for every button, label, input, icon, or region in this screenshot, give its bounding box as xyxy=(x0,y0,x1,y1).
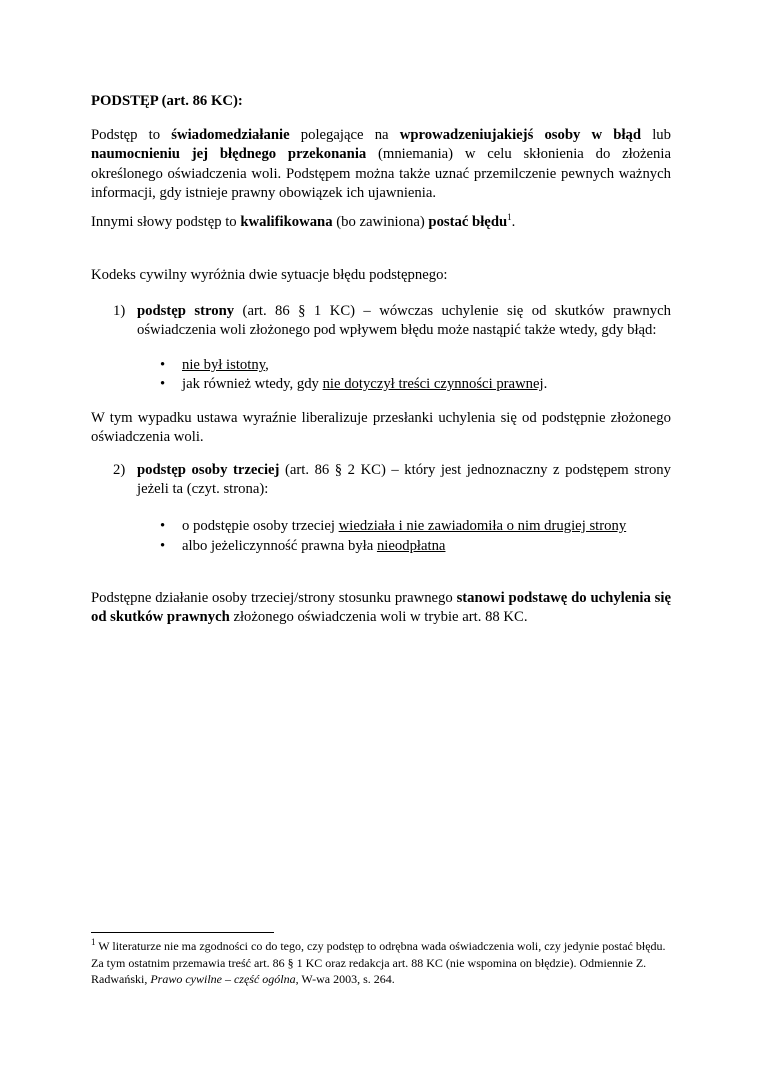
paragraph-definition: Podstęp to świadomedziałanie polegające na wprowadzeniujakiejś osoby w błąd lub naumocnieniu jej błędnego przekonania (mniemania) w celu skłonienia do złożenia określonego oświadczenia woli. Podstępem można także uznać przemilczenie pewnych ważnych informacji, gdy istnieje prawny obowiązek ich ujawnienia. xyxy=(91,127,671,201)
paragraph-conclusion: Podstępne działanie osoby trzeciej/strony stosunku prawnego stanowi podstawę do uchylenia się od skutków prawnych złożonego oświadczenia woli w trybie art. 88 KC. xyxy=(91,590,671,626)
footnote-reference: 1 xyxy=(507,212,512,223)
page-title: PODSTĘP (art. 86 KC): xyxy=(91,93,243,109)
bold-phrase: wprowadzeniujakiejś osoby w błąd xyxy=(399,127,642,143)
bullet-item: • nie był istotny, xyxy=(160,356,269,375)
list-item-text: podstęp strony (art. 86 § 1 KC) – wówczas uchylenie się od skutków prawnych oświadczenia woli złożonego pod wpływem błędu może nastąpić także wtedy, gdy błąd: xyxy=(137,303,671,339)
bullet-icon: • xyxy=(160,376,166,392)
bold-phrase: świadomedziałanie xyxy=(171,127,290,143)
paragraph-note: W tym wypadku ustawa wyraźnie liberalizuje przesłanki uchylenia się od podstępnie złożonego oświadczenia woli. xyxy=(91,410,671,446)
list-item-text: podstęp osoby trzeciej (art. 86 § 2 KC) – który jest jednoznaczny z podstępem strony jeżeli ta (czyt. strona): xyxy=(137,462,671,498)
list-item-1 xyxy=(113,302,671,341)
cited-work-title: Prawo cywilne – część ogólna xyxy=(150,972,296,986)
bold-phrase: podstęp osoby trzeciej xyxy=(137,462,280,478)
bold-phrase: naumocnieniu jej błędnego przekonania xyxy=(91,146,367,163)
footnote: $^1$ W literaturze nie ma zgodności co do tego, czy podstęp to odrębna wada oświadczenia woli, czy jedynie postać błędu. Za tym ostatnim przemawia treść art. 86 § 1 KC oraz redakcja art. 88 KC (nie wspomina on błędzie). Odmiennie Z. Radwański, Prawo cywilne – część ogólna, W-wa 2003, s. 264. xyxy=(91,937,666,986)
bold-phrase: kwalifikowana xyxy=(240,214,333,230)
list-number: 1) xyxy=(113,303,126,319)
list-item-2 xyxy=(113,461,671,500)
paragraph-intro: Kodeks cywilny wyróżnia dwie sytuacje błędu podstępnego: xyxy=(91,267,448,283)
bold-phrase: podstęp strony xyxy=(137,303,235,319)
bullet-icon: • xyxy=(160,538,166,554)
bullet-item: • o podstępie osoby trzeciej wiedziała i nie zawiadomiła o nim drugiej strony xyxy=(160,517,626,536)
bold-phrase: postać błędu xyxy=(428,214,508,230)
list-number: 2) xyxy=(113,462,126,478)
bullet-item: • jak również wtedy, gdy nie dotyczył treści czynności prawnej. xyxy=(160,375,547,394)
paragraph-summary: Innymi słowy podstęp to kwalifikowana (bo zawiniona) postać błędu$^1$. xyxy=(91,212,516,230)
bold-phrase: stanowi podstawę do uchylenia się od skutków prawnych xyxy=(91,590,671,626)
footnote-number: 1 xyxy=(91,937,96,947)
bullet-item: • albo jeżeliczynność prawna była nieodpłatna xyxy=(160,537,445,556)
bullet-icon: • xyxy=(160,518,166,534)
footnote-divider xyxy=(91,932,274,933)
bullet-icon: • xyxy=(160,357,166,373)
